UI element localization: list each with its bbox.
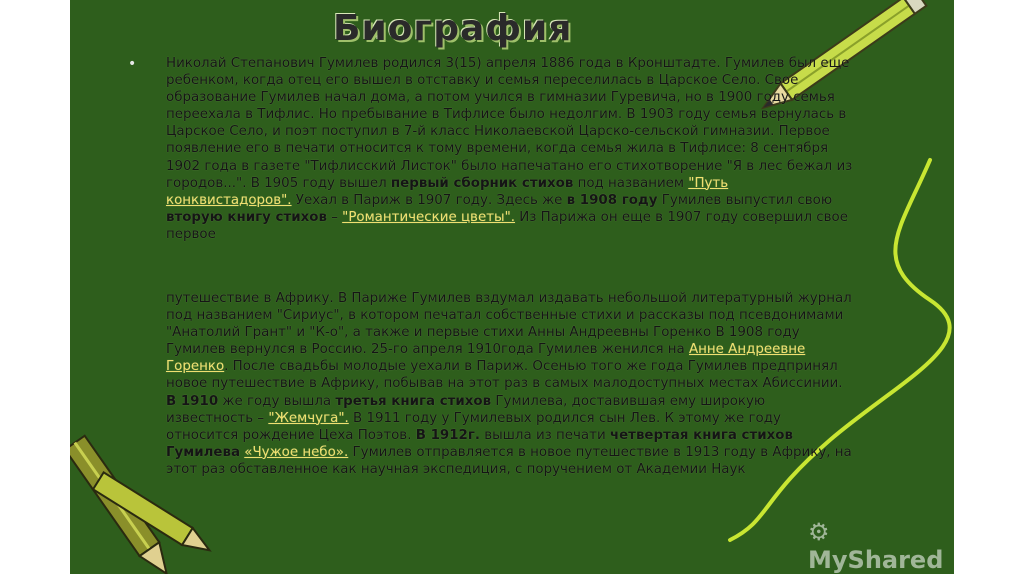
bold-text: вторую книгу стихов (166, 209, 327, 225)
link-romanticheskie-cvety[interactable]: "Романтические цветы". (342, 209, 515, 225)
link-anna-gorenko[interactable]: Анне Андреевне Горенко (166, 342, 806, 375)
link-zhemchuga[interactable]: "Жемчуга". (268, 410, 349, 426)
slide (70, 0, 954, 574)
bullet: • (128, 56, 137, 72)
bold-text: В 1912г. (415, 427, 480, 443)
slide-title: Биография (333, 8, 573, 49)
text-run: же году вышла (218, 393, 336, 409)
link-chuzhoe-nebo[interactable]: «Чужое небо». (244, 444, 349, 460)
text-run: Гумилев отправляется в новое путешествие в 1913 году в Африку, на этот раз обставленное как научная экспедиция, с поручением от Академии Наук (166, 444, 852, 477)
link-put-konkvistadorov[interactable]: "Путь конквистадоров". (166, 175, 729, 208)
text-run: В 1911 году у Гумилевых родился сын Лев. К этому же году относится рождение Цеха Поэтов. (166, 410, 781, 443)
text-run: Уехал в Париж в 1907 году. Здесь же (291, 192, 567, 208)
text-run: Николай Степанович Гумилев родился 3(15) апреля 1886 года в Кронштадте. Гумилев был еще ребенком, когда отец его вышел в отставку и семья переселилась в Царское Село. Свое образование Гумилев начал дома, а потом учился в гимназии Гуревича, но в 1900 году семья переехала в Тифлис. Но пребывание в Тифлисе было недолгим. В 1903 году семья вернулась в Царское Село, и поэт поступил в 7-й класс Николаевской Царско-сельской гимназии. Первое появление его в печати относится к тому времени, когда семья жила в Тифлисе: 8 сентября 1902 года в газете "Тифлисский Листок" было напечатано его стихотворение "Я в лес бежал из городов...". В 1905 году вышел (166, 56, 853, 191)
bold-text: четвертая книга стихов Гумилева (166, 427, 793, 460)
text-run: путешествие в Африку. В Париже Гумилев вздумал издавать небольшой литературный журнал под названием "Сириус", в котором печатал собственные стихи и рассказы под псевдонимами "Анатолий Грант" и "К-о", а также и первые стихи Анны Андреевны Горенко В 1908 году Гумилев вернулся в Россию. 25-го апреля 1910года Гумилев женился на (166, 291, 852, 358)
bold-text: первый сборник стихов (390, 175, 574, 191)
bold-text: третья книга стихов (335, 393, 492, 409)
bold-text: В 1910 (166, 393, 219, 409)
text-run: вышла из печати (479, 427, 610, 443)
watermark-text: MyShared (808, 546, 944, 574)
biography-paragraph-1 (166, 55, 856, 243)
text-run: Гумилев выпустил свою (657, 192, 833, 208)
text-run: . После свадьбы молодые уехали в Париж. Осенью того же года Гумилев предпринял новое путешествие в Африку, побывав на этот раз в самых малодоступных местах Абиссинии. (166, 359, 843, 392)
text-run: Из Парижа он еще в 1907 году совершил свое первое (166, 209, 848, 242)
biography-paragraph-2 (166, 290, 856, 478)
text-run: – (326, 209, 343, 225)
myshared-logo-icon: ⚙ (808, 518, 830, 546)
watermark (808, 518, 954, 574)
text-run: Гумилева, доставившая ему широкую известность – (166, 393, 766, 426)
text-run: под названием (573, 175, 689, 191)
bold-text: в 1908 году (566, 192, 658, 208)
